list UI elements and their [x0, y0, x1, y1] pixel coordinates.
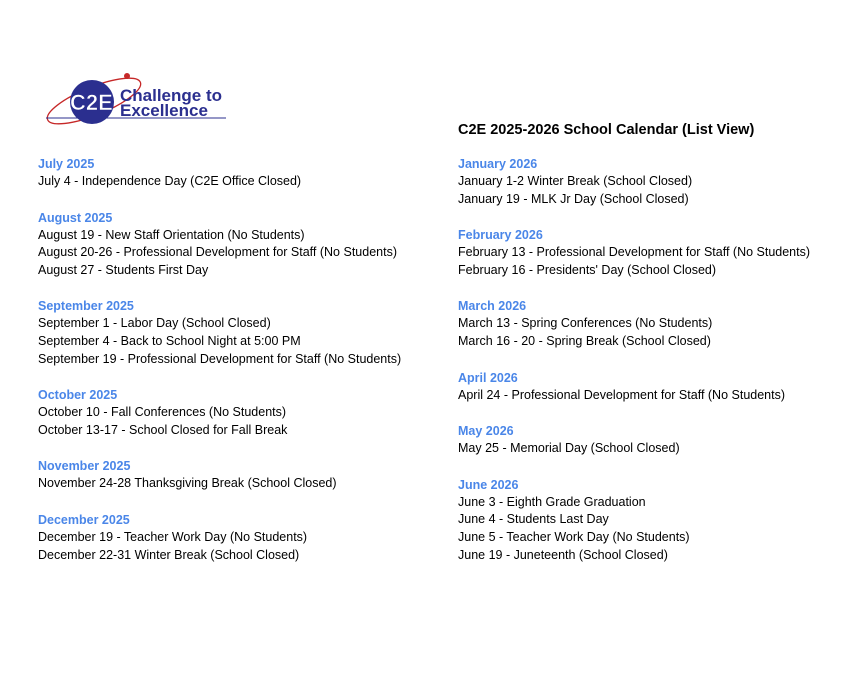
- logo-line2: Excellence: [120, 101, 208, 120]
- month-title: September 2025: [38, 299, 134, 314]
- month-section: [458, 227, 845, 279]
- c2e-logo: [44, 68, 234, 130]
- calendar-event: September 1 - Labor Day (School Closed): [38, 316, 271, 331]
- month-section: [458, 477, 845, 564]
- month-section: [38, 298, 438, 368]
- month-title: October 2025: [38, 388, 118, 403]
- calendar-event: August 27 - Students First Day: [38, 262, 209, 277]
- month-title: November 2025: [38, 459, 131, 474]
- calendar-event: June 19 - Juneteenth (School Closed): [458, 547, 668, 562]
- month-section: [38, 512, 438, 564]
- month-title: April 2026: [458, 370, 518, 385]
- calendar-event: June 3 - Eighth Grade Graduation: [458, 494, 646, 509]
- calendar-event: August 19 - New Staff Orientation (No Students): [38, 227, 305, 242]
- calendar-event: April 24 - Professional Development for Staff (No Students): [458, 387, 786, 402]
- month-title: March 2026: [458, 299, 527, 314]
- month-section: [38, 387, 438, 439]
- month-section: [458, 298, 845, 350]
- month-section: [38, 210, 438, 280]
- month-section: [38, 458, 438, 493]
- calendar-event: October 13-17 - School Closed for Fall Break: [38, 422, 288, 437]
- month-section: [458, 370, 845, 405]
- calendar-event: September 19 - Professional Development for Staff (No Students): [38, 351, 402, 366]
- month-title: January 2026: [458, 157, 538, 171]
- calendar-event: February 16 - Presidents' Day (School Closed): [458, 262, 717, 277]
- calendar-event: August 20-26 - Professional Development for Staff (No Students): [38, 245, 397, 260]
- calendar-event: September 4 - Back to School Night at 5:00 PM: [38, 333, 301, 348]
- month-title: July 2025: [38, 157, 95, 171]
- calendar-event: March 16 - 20 - Spring Break (School Closed): [458, 333, 711, 348]
- calendar-column-2026: [458, 156, 845, 583]
- document-title: C2E 2025-2026 School Calendar (List View): [458, 122, 755, 138]
- month-title: February 2026: [458, 228, 543, 243]
- calendar-event: October 10 - Fall Conferences (No Students): [38, 405, 287, 420]
- calendar-event: January 19 - MLK Jr Day (School Closed): [458, 191, 689, 206]
- month-title: August 2025: [38, 210, 113, 225]
- calendar-event: May 25 - Memorial Day (School Closed): [458, 441, 680, 456]
- calendar-event: February 13 - Professional Development for Staff (No Students): [458, 245, 811, 260]
- logo-orbit-dot: [124, 73, 130, 79]
- month-section: [458, 423, 845, 458]
- logo-line1: Challenge to: [120, 86, 223, 105]
- month-title: June 2026: [458, 477, 519, 492]
- month-title: December 2025: [38, 512, 130, 527]
- calendar-event: December 19 - Teacher Work Day (No Students): [38, 529, 308, 544]
- month-section: [38, 156, 438, 191]
- month-title: May 2026: [458, 424, 514, 439]
- calendar-event: June 5 - Teacher Work Day (No Students): [458, 529, 690, 544]
- calendar-event: March 13 - Spring Conferences (No Students): [458, 316, 713, 331]
- calendar-column-2025: [38, 156, 438, 583]
- calendar-event: November 24-28 Thanksgiving Break (School Closed): [38, 476, 337, 491]
- calendar-event: July 4 - Independence Day (C2E Office Closed): [38, 174, 302, 188]
- calendar-event: June 4 - Students Last Day: [458, 512, 609, 527]
- month-section: [458, 156, 845, 208]
- calendar-event: December 22-31 Winter Break (School Closed): [38, 547, 300, 562]
- calendar-event: January 1-2 Winter Break (School Closed): [458, 174, 693, 188]
- logo-mark: C2E: [70, 90, 113, 115]
